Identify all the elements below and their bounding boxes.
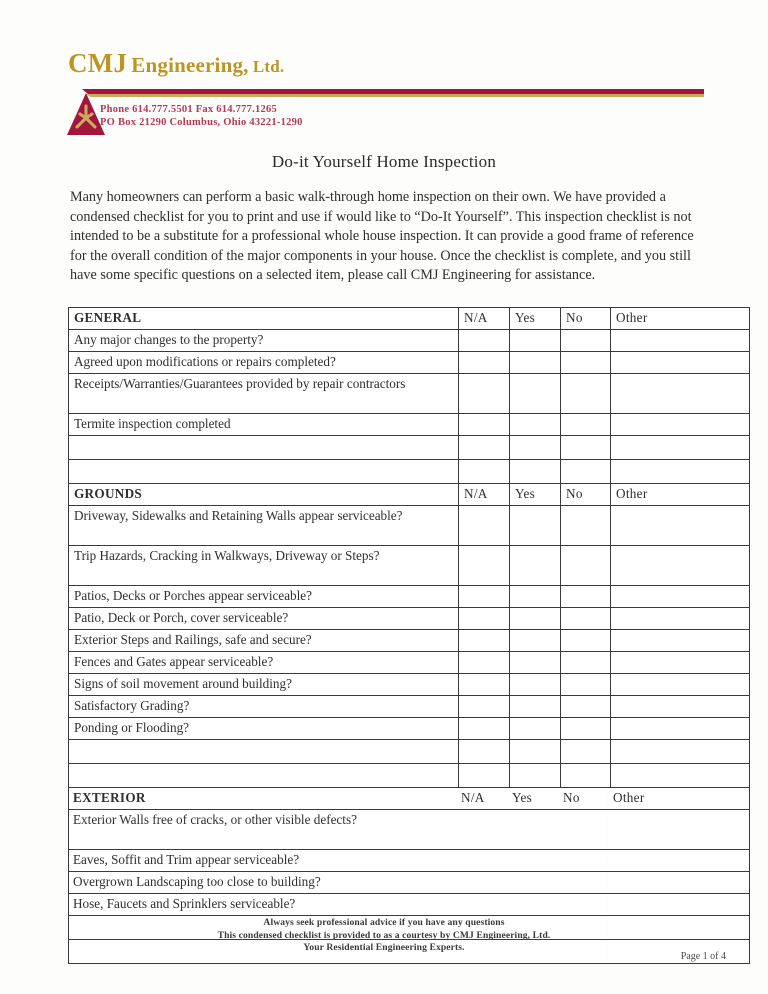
section-header-row — [69, 308, 750, 330]
column-header-na: N/A — [459, 484, 510, 506]
check-cell-other[interactable] — [611, 718, 750, 740]
check-cell-other[interactable] — [611, 630, 750, 652]
company-name-main: CMJ — [68, 48, 128, 78]
checklist-item-row — [69, 696, 750, 718]
checklist-blank-row — [69, 460, 750, 484]
checklist-item-label: Agreed upon modifications or repairs completed? — [69, 352, 459, 374]
check-cell-other[interactable] — [608, 850, 747, 872]
phone-fax-line: Phone 614.777.5501 Fax 614.777.1265 — [100, 104, 278, 115]
check-cell-yes[interactable] — [510, 740, 561, 764]
gold-rule — [82, 94, 704, 97]
letterhead — [0, 0, 768, 140]
check-cell-na[interactable] — [459, 330, 510, 352]
check-cell-yes[interactable] — [510, 630, 561, 652]
check-cell-other[interactable] — [611, 674, 750, 696]
checklist-blank-label[interactable] — [69, 460, 459, 484]
check-cell-na[interactable] — [459, 630, 510, 652]
checklist-item-label: Exterior Steps and Railings, safe and secure? — [69, 630, 459, 652]
checklist-item-row — [69, 586, 750, 608]
check-cell-other[interactable] — [611, 696, 750, 718]
checklist-item-row — [69, 414, 750, 436]
check-cell-na[interactable] — [459, 674, 510, 696]
checklist-item-label: Overgrown Landscaping too close to building? — [69, 872, 459, 894]
check-cell-na[interactable] — [456, 810, 507, 850]
checklist-blank-label[interactable] — [69, 740, 459, 764]
checklist-blank-row — [69, 740, 750, 764]
check-cell-no[interactable] — [561, 696, 611, 718]
checklist-item-label: Satisfactory Grading? — [69, 696, 459, 718]
check-cell-other[interactable] — [611, 374, 750, 414]
check-cell-no[interactable] — [561, 652, 611, 674]
check-cell-yes[interactable] — [510, 436, 561, 460]
check-cell-other[interactable] — [611, 764, 750, 788]
checklist-item-row — [69, 850, 750, 872]
footer-notes — [0, 917, 768, 955]
checklist-blank-row — [69, 436, 750, 460]
check-cell-no[interactable] — [561, 414, 611, 436]
check-cell-na[interactable] — [456, 872, 507, 894]
column-header-no: No — [558, 788, 608, 810]
check-cell-na[interactable] — [459, 352, 510, 374]
check-cell-other[interactable] — [608, 810, 747, 850]
check-cell-na[interactable] — [459, 608, 510, 630]
footer-line-2: This condensed checklist is provided to as a courtesy by CMJ Engineering, Ltd. — [217, 929, 551, 941]
check-cell-na[interactable] — [456, 850, 507, 872]
checklist-item-row — [69, 894, 750, 916]
section-title-grounds: GROUNDS — [69, 484, 459, 506]
column-header-other: Other — [608, 788, 747, 810]
inspection-checklist-table — [68, 307, 750, 964]
check-cell-other[interactable] — [611, 608, 750, 630]
check-cell-na[interactable] — [459, 718, 510, 740]
check-cell-no[interactable] — [561, 374, 611, 414]
section-header-row — [69, 484, 750, 506]
footer-line-1: Always seek professional advice if you have any questions — [263, 917, 505, 928]
check-cell-no[interactable] — [561, 506, 611, 546]
check-cell-yes[interactable] — [507, 810, 558, 850]
checklist-item-label: Patios, Decks or Porches appear serviceable? — [69, 586, 459, 608]
check-cell-na[interactable] — [459, 586, 510, 608]
checklist-item-row — [69, 546, 750, 586]
check-cell-no[interactable] — [561, 586, 611, 608]
check-cell-na[interactable] — [459, 436, 510, 460]
check-cell-other[interactable] — [611, 436, 750, 460]
column-header-no: No — [561, 484, 611, 506]
company-logotype — [68, 48, 284, 79]
page-title: Do-it Yourself Home Inspection — [271, 152, 497, 171]
check-cell-yes[interactable] — [510, 506, 561, 546]
checklist-item-label: Fences and Gates appear serviceable? — [69, 652, 459, 674]
check-cell-na[interactable] — [459, 374, 510, 414]
check-cell-yes[interactable] — [510, 374, 561, 414]
column-header-yes: Yes — [510, 308, 561, 330]
check-cell-yes[interactable] — [510, 414, 561, 436]
check-cell-yes[interactable] — [510, 608, 561, 630]
check-cell-other[interactable] — [611, 546, 750, 586]
checklist-item-row — [69, 374, 750, 414]
check-cell-na[interactable] — [459, 546, 510, 586]
check-cell-no[interactable] — [558, 810, 608, 850]
check-cell-na[interactable] — [459, 460, 510, 484]
checklist-body — [69, 308, 750, 964]
checklist-item-label: Ponding or Flooding? — [69, 718, 459, 740]
check-cell-yes[interactable] — [510, 696, 561, 718]
check-cell-other[interactable] — [611, 652, 750, 674]
checklist-item-label: Driveway, Sidewalks and Retaining Walls appear serviceable? — [69, 506, 459, 546]
check-cell-no[interactable] — [561, 352, 611, 374]
checklist-item-label: Eaves, Soffit and Trim appear serviceable? — [69, 850, 459, 872]
checklist-item-row — [69, 630, 750, 652]
check-cell-no[interactable] — [561, 608, 611, 630]
checklist-item-label: Hose, Faucets and Sprinklers serviceable? — [69, 894, 459, 916]
check-cell-yes[interactable] — [510, 546, 561, 586]
checklist-blank-row — [69, 764, 750, 788]
check-cell-other[interactable] — [611, 506, 750, 546]
check-cell-no[interactable] — [561, 674, 611, 696]
company-name-mid: Engineering, — [131, 53, 249, 77]
check-cell-other[interactable] — [611, 740, 750, 764]
section-title-exterior: EXTERIOR — [69, 788, 459, 810]
check-cell-no[interactable] — [561, 436, 611, 460]
section-title-general: GENERAL — [69, 308, 459, 330]
check-cell-yes[interactable] — [507, 850, 558, 872]
page-number: Page 1 of 4 — [680, 951, 726, 962]
contact-block — [100, 103, 303, 129]
check-cell-no[interactable] — [561, 460, 611, 484]
checklist-item-label: Signs of soil movement around building? — [69, 674, 459, 696]
column-header-other: Other — [611, 484, 750, 506]
column-header-na: N/A — [456, 788, 507, 810]
address-line: PO Box 21290 Columbus, Ohio 43221-1290 — [100, 117, 303, 128]
check-cell-other[interactable] — [611, 460, 750, 484]
checklist-item-label: Trip Hazards, Cracking in Walkways, Driveway or Steps? — [69, 546, 459, 586]
column-header-other: Other — [611, 308, 750, 330]
check-cell-other[interactable] — [608, 872, 747, 894]
check-cell-yes[interactable] — [510, 674, 561, 696]
letterhead-rule — [82, 89, 704, 99]
check-cell-no[interactable] — [558, 894, 608, 916]
check-cell-na[interactable] — [456, 894, 507, 916]
checklist-item-row — [69, 872, 750, 894]
checklist-item-row — [69, 330, 750, 352]
check-cell-no[interactable] — [558, 850, 608, 872]
column-header-na: N/A — [459, 308, 510, 330]
column-header-yes: Yes — [507, 788, 558, 810]
check-cell-yes[interactable] — [510, 460, 561, 484]
checklist-item-label: Patio, Deck or Porch, cover serviceable? — [69, 608, 459, 630]
checklist-item-label: Receipts/Warranties/Guarantees provided by repair contractors — [69, 374, 459, 414]
crimson-rule — [82, 89, 704, 94]
check-cell-yes[interactable] — [510, 652, 561, 674]
checklist-item-label: Any major changes to the property? — [69, 330, 459, 352]
check-cell-na[interactable] — [459, 414, 510, 436]
column-header-no: No — [561, 308, 611, 330]
intro-paragraph: Many homeowners can perform a basic walk-through home inspection on their own. We have provided a condensed checklist for you to print and use if would like to “Do-It Yourself”. This inspection checklist is not intended to be a substitute for a professional whole house inspection. It can provide a good frame of reference for the overall condition of the major components in your house. Once the checklist is complete, and you still have some specific questions on a selected item, please call CMJ Engineering for assistance. — [70, 189, 694, 284]
checklist-item-row — [69, 810, 750, 850]
checklist-item-label: Exterior Walls free of cracks, or other visible defects? — [69, 810, 459, 850]
check-cell-no[interactable] — [561, 740, 611, 764]
check-cell-no[interactable] — [561, 546, 611, 586]
check-cell-no[interactable] — [561, 330, 611, 352]
check-cell-yes[interactable] — [507, 894, 558, 916]
check-cell-na[interactable] — [459, 696, 510, 718]
check-cell-yes[interactable] — [510, 764, 561, 788]
check-cell-other[interactable] — [611, 414, 750, 436]
check-cell-no[interactable] — [558, 872, 608, 894]
check-cell-no[interactable] — [561, 764, 611, 788]
checklist-item-row — [69, 608, 750, 630]
checklist-item-row — [69, 652, 750, 674]
check-cell-na[interactable] — [459, 652, 510, 674]
section-header-row — [69, 788, 750, 810]
checklist-blank-label[interactable] — [69, 764, 459, 788]
check-cell-no[interactable] — [561, 630, 611, 652]
check-cell-yes[interactable] — [507, 872, 558, 894]
column-header-yes: Yes — [510, 484, 561, 506]
check-cell-other[interactable] — [608, 894, 747, 916]
checklist-blank-label[interactable] — [69, 436, 459, 460]
checklist-item-row — [69, 506, 750, 546]
checklist-item-row — [69, 718, 750, 740]
checklist-item-row — [69, 352, 750, 374]
check-cell-no[interactable] — [561, 718, 611, 740]
check-cell-yes[interactable] — [510, 330, 561, 352]
footer-line-3: Your Residential Engineering Experts. — [303, 942, 465, 954]
check-cell-yes[interactable] — [510, 586, 561, 608]
check-cell-other[interactable] — [611, 586, 750, 608]
check-cell-other[interactable] — [611, 330, 750, 352]
check-cell-yes[interactable] — [510, 718, 561, 740]
check-cell-yes[interactable] — [510, 352, 561, 374]
check-cell-na[interactable] — [459, 506, 510, 546]
checklist-item-label: Termite inspection completed — [69, 414, 459, 436]
check-cell-na[interactable] — [459, 740, 510, 764]
check-cell-na[interactable] — [459, 764, 510, 788]
company-name-suffix: Ltd. — [252, 57, 285, 76]
check-cell-other[interactable] — [611, 352, 750, 374]
checklist-item-row — [69, 674, 750, 696]
